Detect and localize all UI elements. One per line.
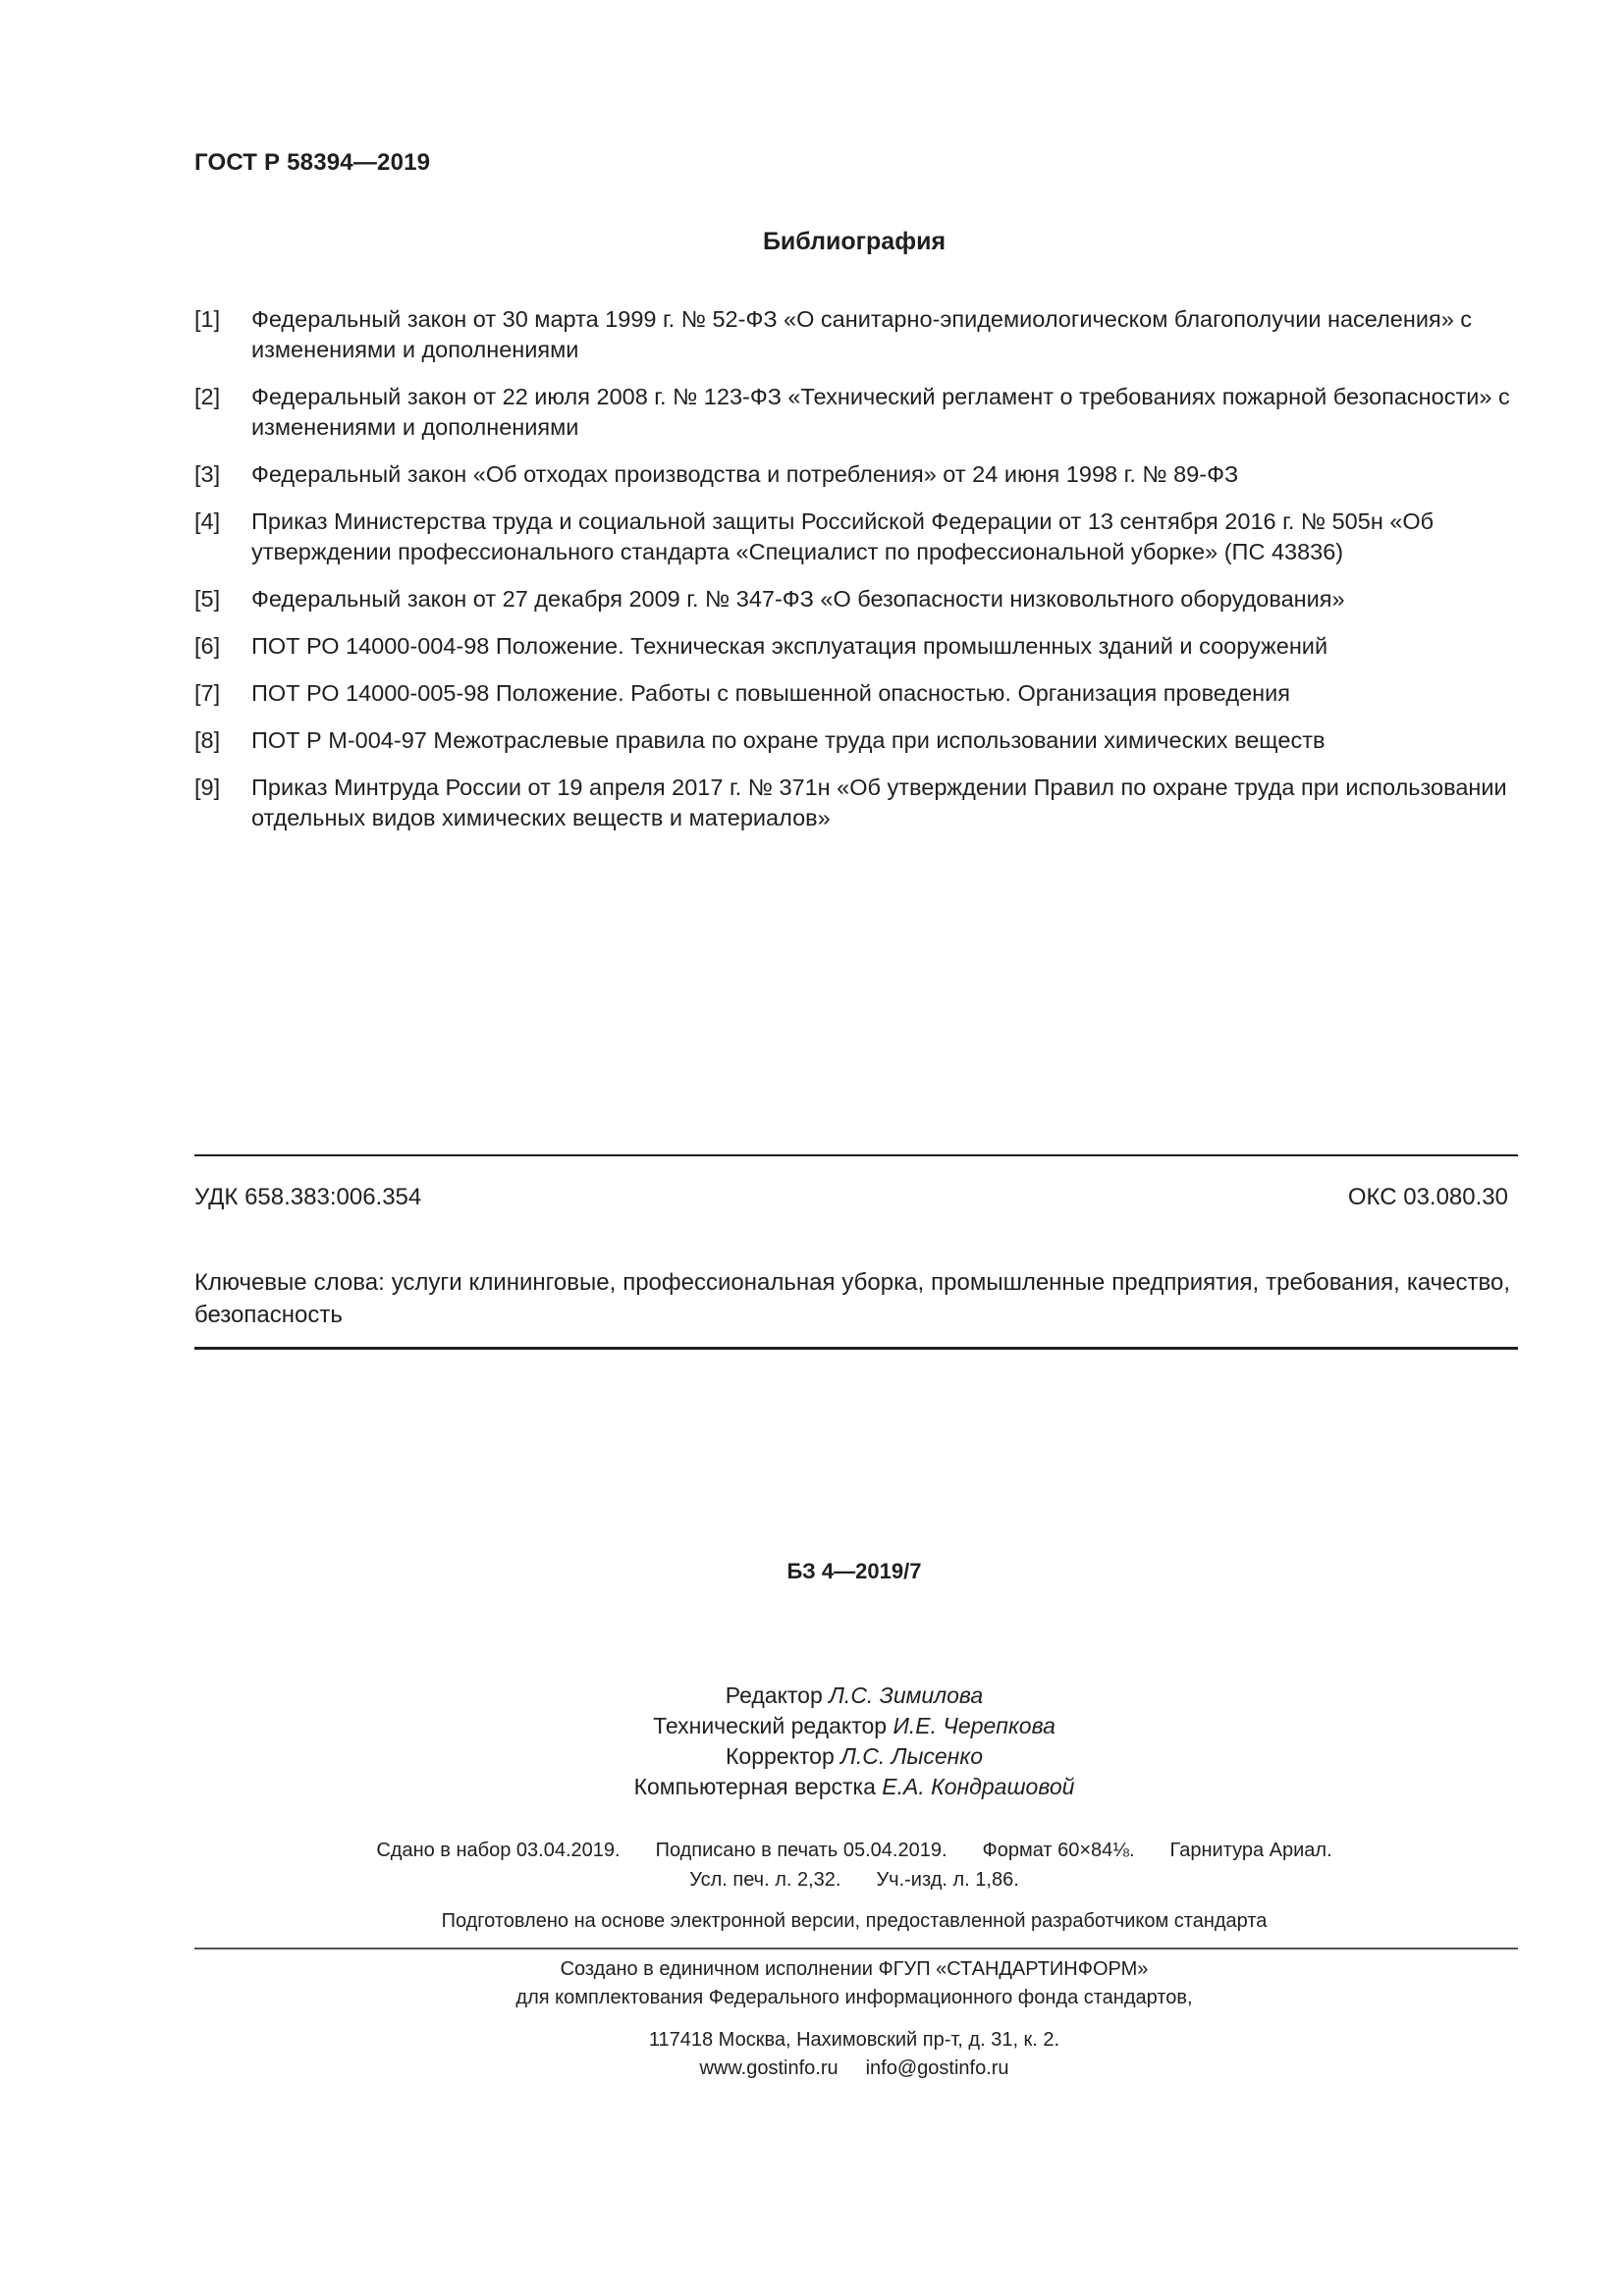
credit-person: Л.С. Зимилова — [829, 1682, 984, 1708]
bibliography-item-number: [9] — [194, 774, 221, 800]
bibliography-item-text: Федеральный закон от 22 июля 2008 г. № 123-ФЗ «Технический регламент о требованиях пожарной безопасности» с изменениями и дополнениями — [251, 384, 1510, 440]
bibliography-item-text: Федеральный закон «Об отходах производства и потребления» от 24 июня 1998 г. № 89-ФЗ — [251, 461, 1239, 487]
bibliography-item-text: ПОТ РО 14000-004-98 Положение. Техническая эксплуатация промышленных зданий и сооружений — [251, 633, 1328, 659]
credit-line — [0, 1772, 1624, 1802]
credit-person: И.Е. Черепкова — [893, 1713, 1056, 1738]
bibliography-item-number: [6] — [194, 633, 221, 659]
bibliography-item-text: ПОТ РО 14000-005-98 Положение. Работы с повышенной опасностью. Организация проведения — [251, 680, 1290, 706]
bibliography-item — [194, 773, 1530, 833]
bibliography-list — [194, 304, 1530, 850]
divider-bottom — [194, 1948, 1518, 1949]
publisher-website: www.gostinfo.ru — [699, 2057, 839, 2079]
credit-line — [0, 1711, 1624, 1741]
credit-role: Редактор — [725, 1682, 823, 1708]
document-code: ГОСТ Р 58394—2019 — [194, 149, 431, 176]
print-font: Гарнитура Ариал. — [1169, 1840, 1332, 1861]
publisher-block — [0, 1955, 1624, 2083]
basis-note: Подготовлено на основе электронной версии, предоставленной разработчиком стандарта — [441, 1910, 1268, 1932]
print-signed: Подписано в печать 05.04.2019. — [655, 1840, 947, 1861]
bibliography-item-text: ПОТ Р М-004-97 Межотраслевые правила по охране труда при использовании химических веществ — [251, 727, 1326, 753]
bibliography-item-text: Федеральный закон от 27 декабря 2009 г. № 347-ФЗ «О безопасности низковольтного оборудования» — [251, 586, 1345, 612]
bibliography-title: Библиография — [762, 228, 947, 255]
bibliography-item-text: Приказ Министерства труда и социальной защиты Российской Федерации от 13 сентября 2016 г. № 505н «Об утверждении профессионального стандарта «Специалист по профессиональной уборке» (ПС 43836) — [251, 508, 1435, 564]
print-sent: Сдано в набор 03.04.2019. — [376, 1840, 621, 1861]
credit-person: Л.С. Лысенко — [840, 1743, 983, 1769]
print-uch: Уч.-изд. л. 1,86. — [876, 1869, 1019, 1891]
bz-number: БЗ 4—2019/7 — [786, 1559, 922, 1583]
bibliography-item — [194, 304, 1530, 365]
print-format: Формат 60×84⅛. — [982, 1840, 1135, 1861]
bibliography-item-number: [7] — [194, 680, 221, 706]
publisher-address: 117418 Москва, Нахимовский пр-т, д. 31, к. 2. — [648, 2029, 1060, 2051]
publisher-contacts — [0, 2055, 1624, 2083]
udk-code: УДК 658.383:006.354 — [194, 1184, 422, 1210]
oks-code: ОКС 03.080.30 — [1347, 1184, 1508, 1210]
print-info-line-1 — [0, 1836, 1624, 1865]
bibliography-item-number: [2] — [194, 384, 221, 409]
credits-block — [0, 1681, 1624, 1802]
bibliography-item-number: [3] — [194, 461, 221, 487]
publisher-line-1: Создано в единичном исполнении ФГУП «СТАНДАРТИНФОРМ» — [560, 1958, 1149, 1980]
credit-person: Е.А. Кондрашовой — [882, 1774, 1075, 1799]
bibliography-item — [194, 507, 1530, 567]
bibliography-item-text: Федеральный закон от 30 марта 1999 г. № 52-ФЗ «О санитарно-эпидемиологическом благополучии населения» с изменениями и дополнениями — [251, 306, 1473, 362]
credit-role: Корректор — [726, 1743, 835, 1769]
divider-top — [194, 1154, 1518, 1156]
bibliography-item-text: Приказ Минтруда России от 19 апреля 2017 г. № 371н «Об утверждении Правил по охране труда при использовании отдельных видов химических веществ и материалов» — [251, 774, 1507, 830]
print-info-line-2 — [0, 1865, 1624, 1895]
bibliography-item — [194, 382, 1530, 443]
print-info — [0, 1836, 1624, 1895]
credit-role: Технический редактор — [653, 1713, 888, 1738]
bibliography-item-number: [4] — [194, 508, 221, 534]
bibliography-item — [194, 459, 1530, 490]
divider-middle — [194, 1347, 1518, 1350]
bibliography-item — [194, 631, 1530, 662]
keywords: Ключевые слова: услуги клининговые, профессиональная уборка, промышленные предприятия, требования, качество, безопасность — [194, 1269, 1510, 1328]
publisher-email: info@gostinfo.ru — [865, 2057, 1009, 2079]
credit-line — [0, 1681, 1624, 1711]
bibliography-item — [194, 678, 1530, 709]
credit-line — [0, 1741, 1624, 1772]
bibliography-item — [194, 725, 1530, 756]
publisher-line-2: для комплектования Федерального информационного фонда стандартов, — [515, 1987, 1193, 2008]
bibliography-item-number: [8] — [194, 727, 221, 753]
bibliography-item-number: [1] — [194, 306, 221, 332]
bibliography-item-number: [5] — [194, 586, 221, 612]
print-usl: Усл. печ. л. 2,32. — [689, 1869, 841, 1891]
credit-role: Компьютерная верстка — [633, 1774, 876, 1799]
bibliography-item — [194, 584, 1530, 614]
